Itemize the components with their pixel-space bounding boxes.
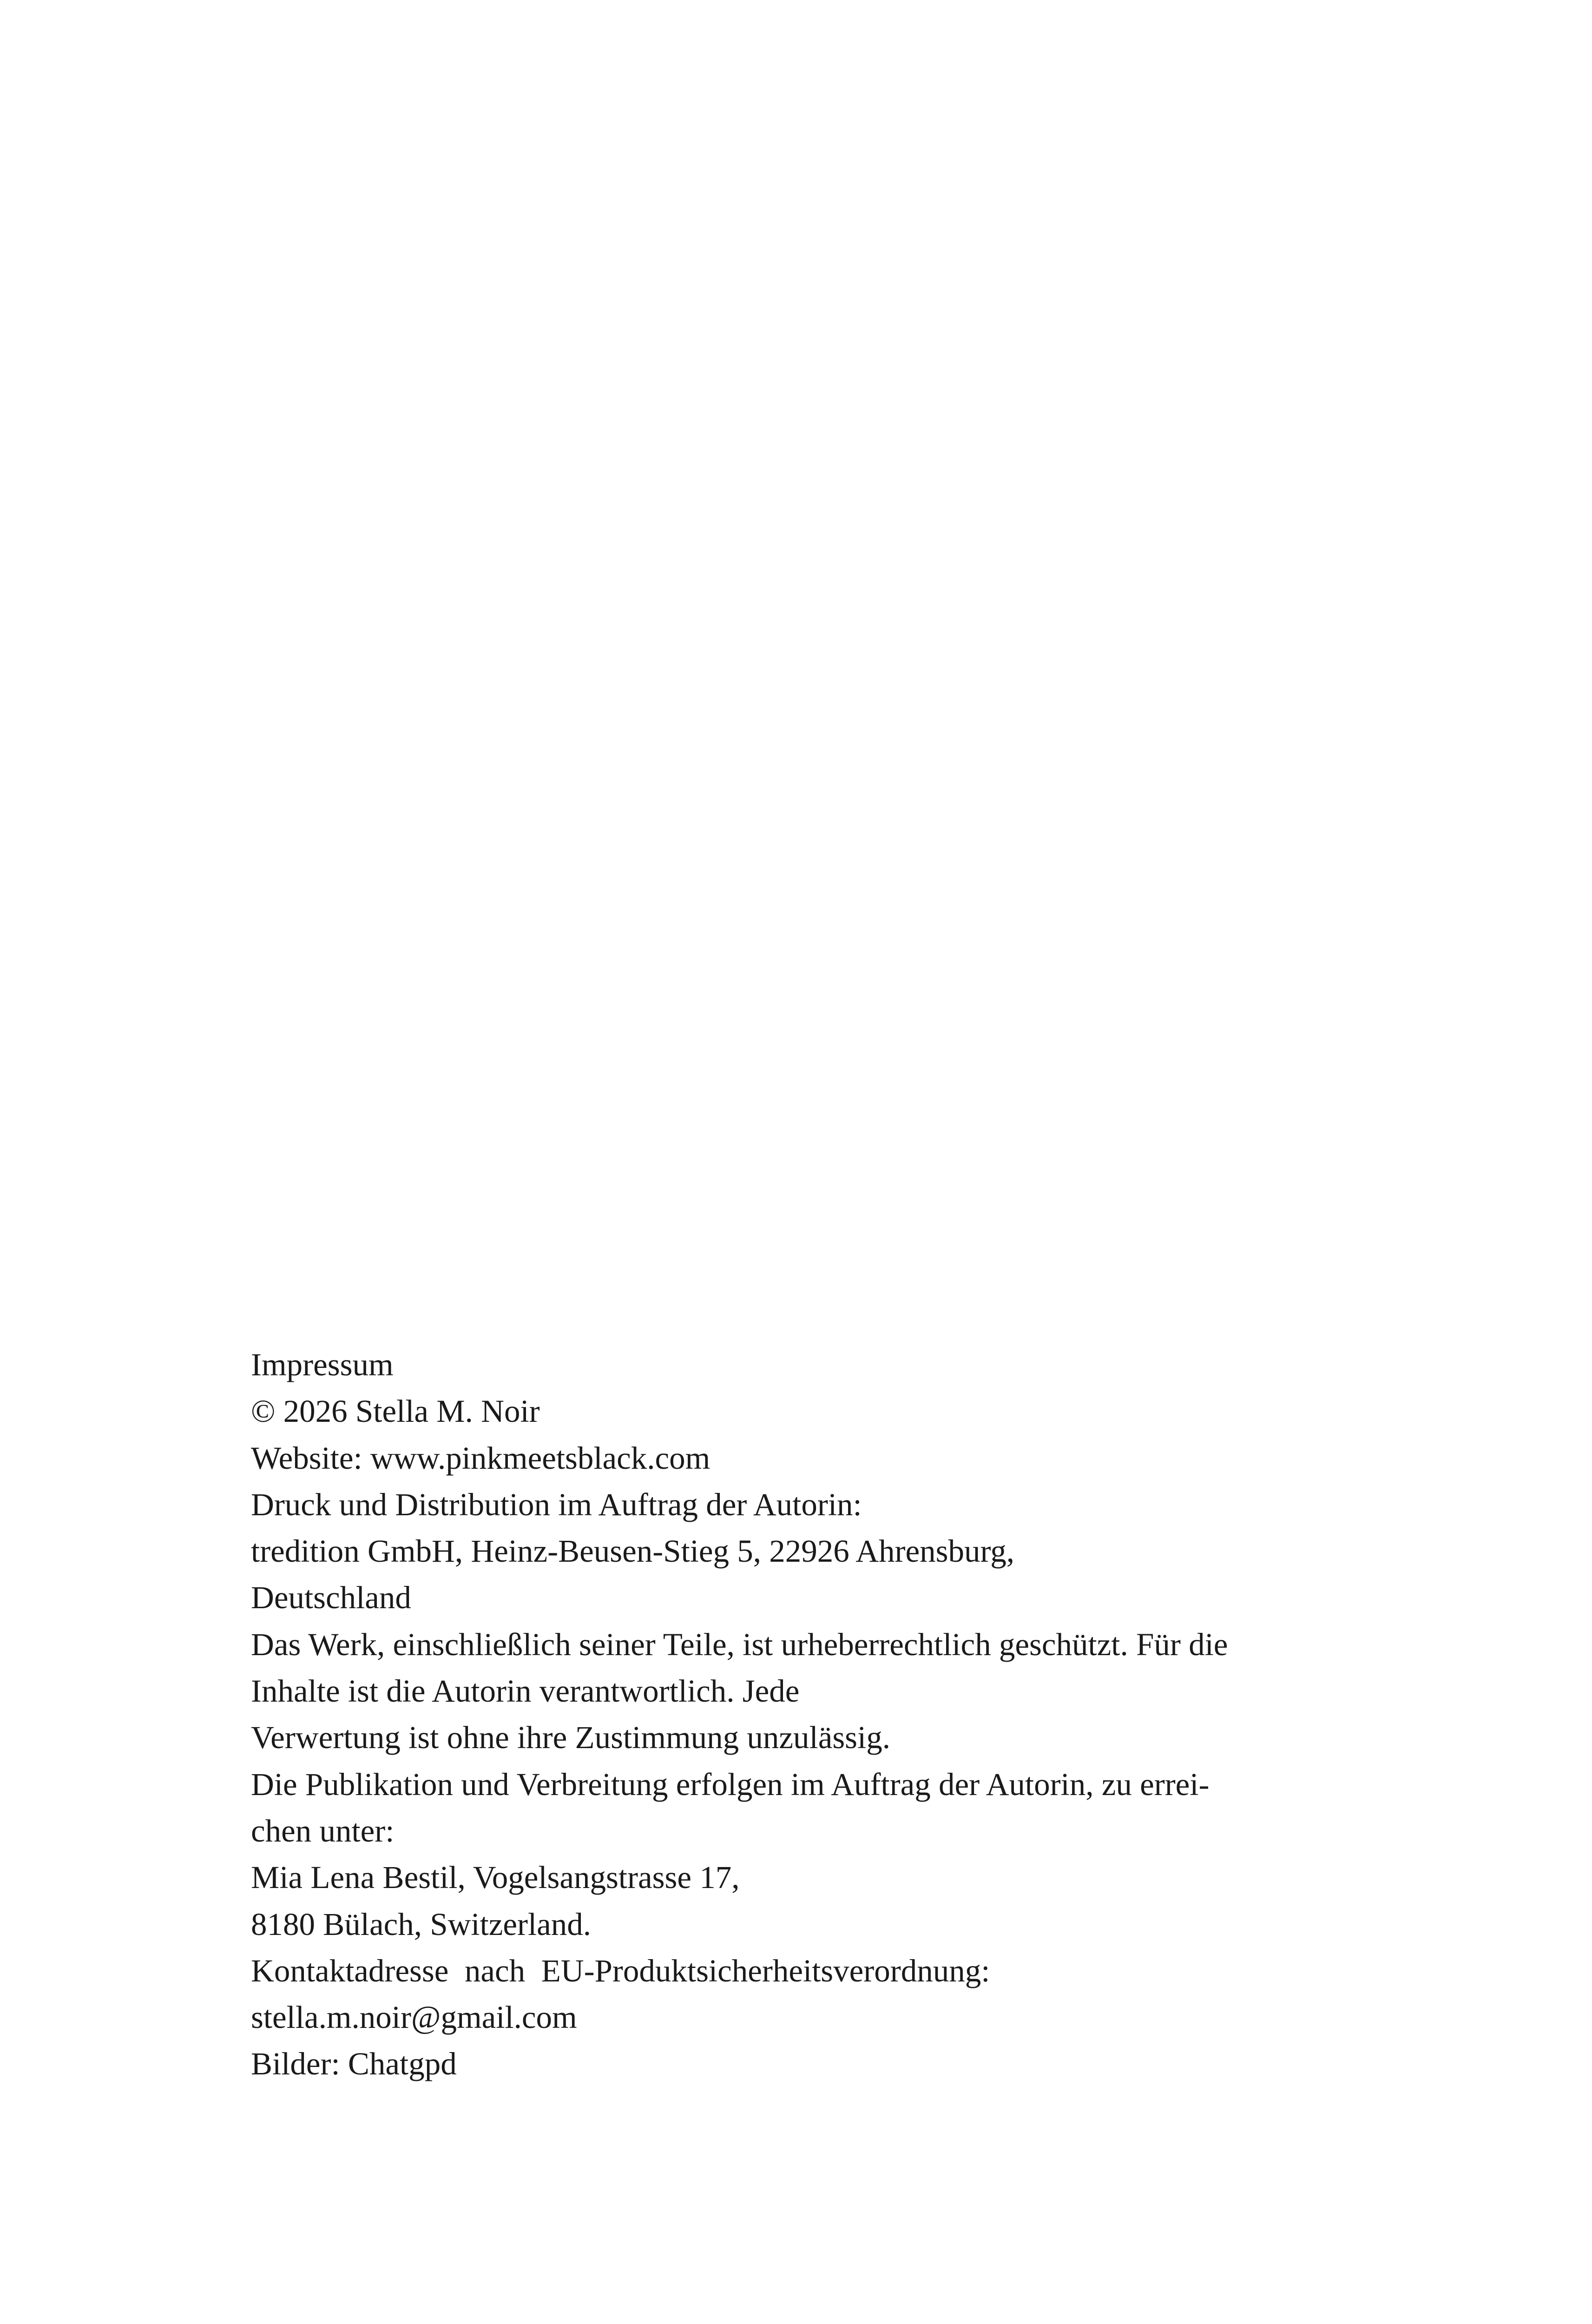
publisher-address-line: tredition GmbH, Heinz-Beusen-Stieg 5, 22926 Ahrensburg, [251,1533,1014,1569]
website-line: Website: www.pinkmeetsblack.com [251,1440,710,1476]
contact-heading-line: Kontaktadresse nach EU-Produktsicherheitsverordnung: [251,1953,990,1988]
copyright-line: © 2026 Stella M. Noir [251,1393,540,1429]
author-address-line-2: 8180 Bülach, Switzerland. [251,1906,592,1942]
contact-email: stella.m.noir@gmail.com [251,2000,577,2035]
author-address-line-1: Mia Lena Bestil, Vogelsangstrasse 17, [251,1860,740,1895]
publication-notice-line-1: Die Publikation und Verbreitung erfolgen im Auftrag der Autorin, zu errei- [251,1766,1210,1802]
copyright-notice-line-3: Verwertung ist ohne ihre Zustimmung unzulässig. [251,1720,890,1756]
imprint-heading: Impressum [251,1347,394,1382]
publication-notice-line-2: chen unter: [251,1813,395,1849]
image-credit-line: Bilder: Chatgpd [251,2046,457,2082]
copyright-notice-line-2: Inhalte ist die Autorin verantwortlich. Jede [251,1673,800,1709]
publisher-country-line: Deutschland [251,1580,411,1616]
imprint-block [251,1341,1320,2087]
print-distribution-line: Druck und Distribution im Auftrag der Autorin: [251,1486,862,1522]
copyright-notice-line-1: Das Werk, einschließlich seiner Teile, ist urheberrechtlich geschützt. Für die [251,1626,1228,1662]
